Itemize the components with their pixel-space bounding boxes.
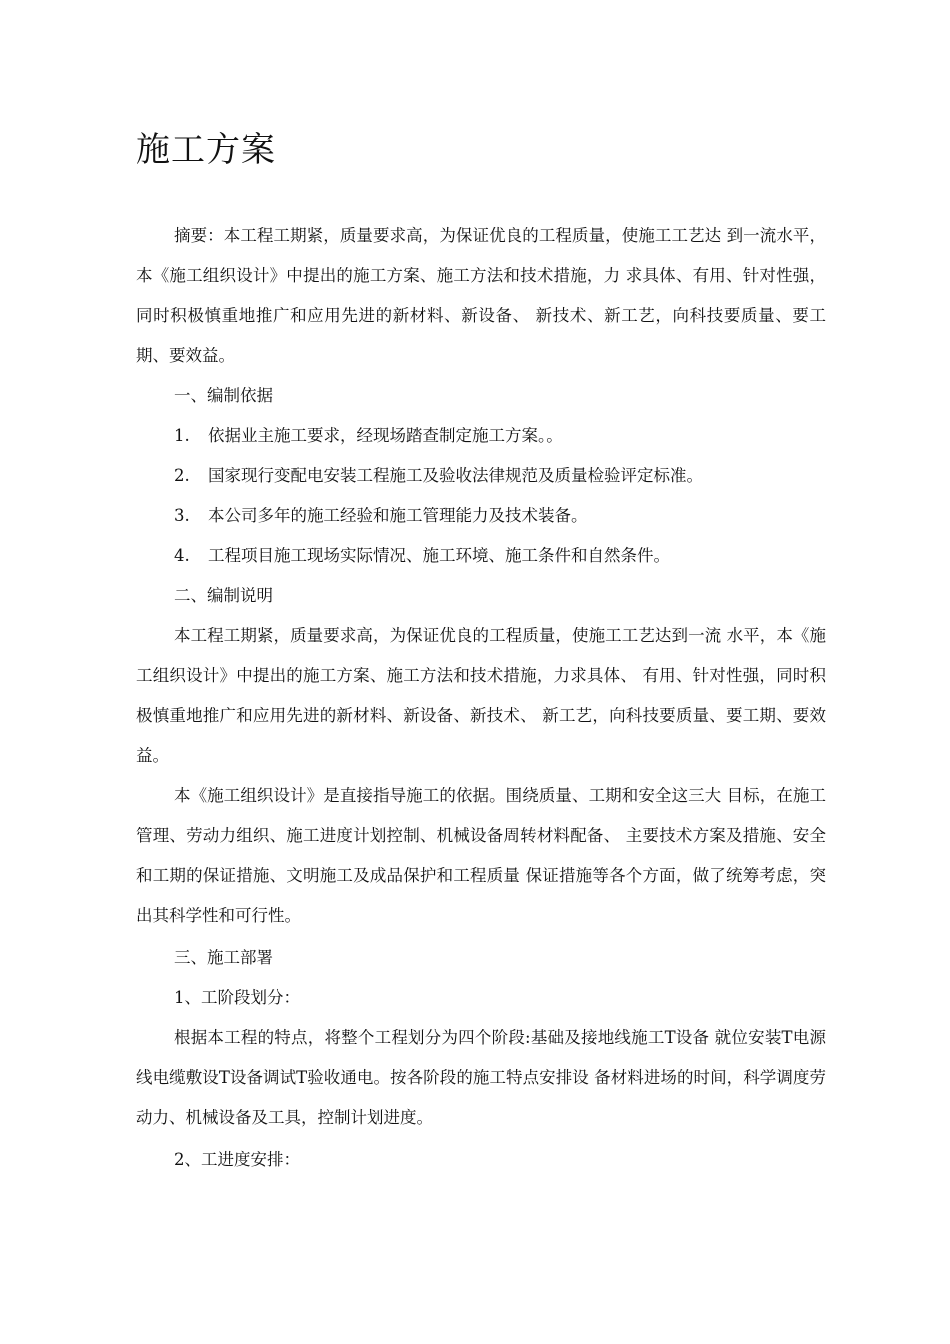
list-item-text: 本公司多年的施工经验和施工管理能力及技术装备。 [208, 506, 588, 525]
list-item-number: 2. [174, 466, 190, 485]
description-paragraph-1: 本工程工期紧，质量要求高，为保证优良的工程质量，使施工工艺达到一流 水平，本《施工组织设计》中提出的施工方案、施工方法和技术措施，力求具体、 有用、针对性强，同时积极慎重地推广和应用先进的新材料、新设备、新技术、 新工艺，向科技要质量、要工期、要效益。 [136, 626, 826, 765]
list-item-text: 工程项目施工现场实际情况、施工环境、施工条件和自然条件。 [208, 546, 670, 565]
stages-paragraph: 根据本工程的特点，将整个工程划分为四个阶段:基础及接地线施工T设备 就位安装T电源线电缆敷设T设备调试T验收通电。按各阶段的施工特点安排设 备材料进场的时间，科学调度劳动力、机械设备及工具，控制计划进度。 [136, 1028, 826, 1127]
section-heading-description: 二、编制说明 [174, 586, 273, 605]
section-heading-deployment: 三、施工部署 [174, 948, 273, 967]
list-item [174, 496, 588, 536]
section-heading-basis: 一、编制依据 [174, 386, 273, 405]
description-paragraph-2: 本《施工组织设计》是直接指导施工的依据。围绕质量、工期和安全这三大 目标，在施工管理、劳动力组织、施工进度计划控制、机械设备周转材料配备、 主要技术方案及措施、安全和工期的保证措施、文明施工及成品保护和工程质量 保证措施等各个方面，做了统筹考虑，突出其科学性和可行性。 [136, 786, 826, 925]
subsection-heading-schedule: 2、工进度安排： [174, 1150, 300, 1169]
list-item [174, 416, 563, 456]
list-item-text: 国家现行变配电安装工程施工及验收法律规范及质量检验评定标准。 [208, 466, 703, 485]
abstract-paragraph: 摘要：本工程工期紧，质量要求高，为保证优良的工程质量，使施工工艺达 到一流水平，本《施工组织设计》中提出的施工方案、施工方法和技术措施，力 求具体、有用、针对性强，同时积极慎重地推广和应用先进的新材料、新设备、 新技术、新工艺，向科技要质量、要工期、要效益。 [136, 226, 826, 365]
list-item-number: 1. [174, 426, 190, 445]
list-item-number: 3. [174, 506, 190, 525]
list-item [174, 456, 703, 496]
list-item-text: 依据业主施工要求，经现场踏查制定施工方案。。 [208, 426, 563, 445]
subsection-heading-stages: 1、工阶段划分： [174, 988, 300, 1007]
document-title: 施工方案 [136, 130, 276, 170]
list-item-number: 4. [174, 546, 190, 565]
list-item [174, 536, 670, 576]
